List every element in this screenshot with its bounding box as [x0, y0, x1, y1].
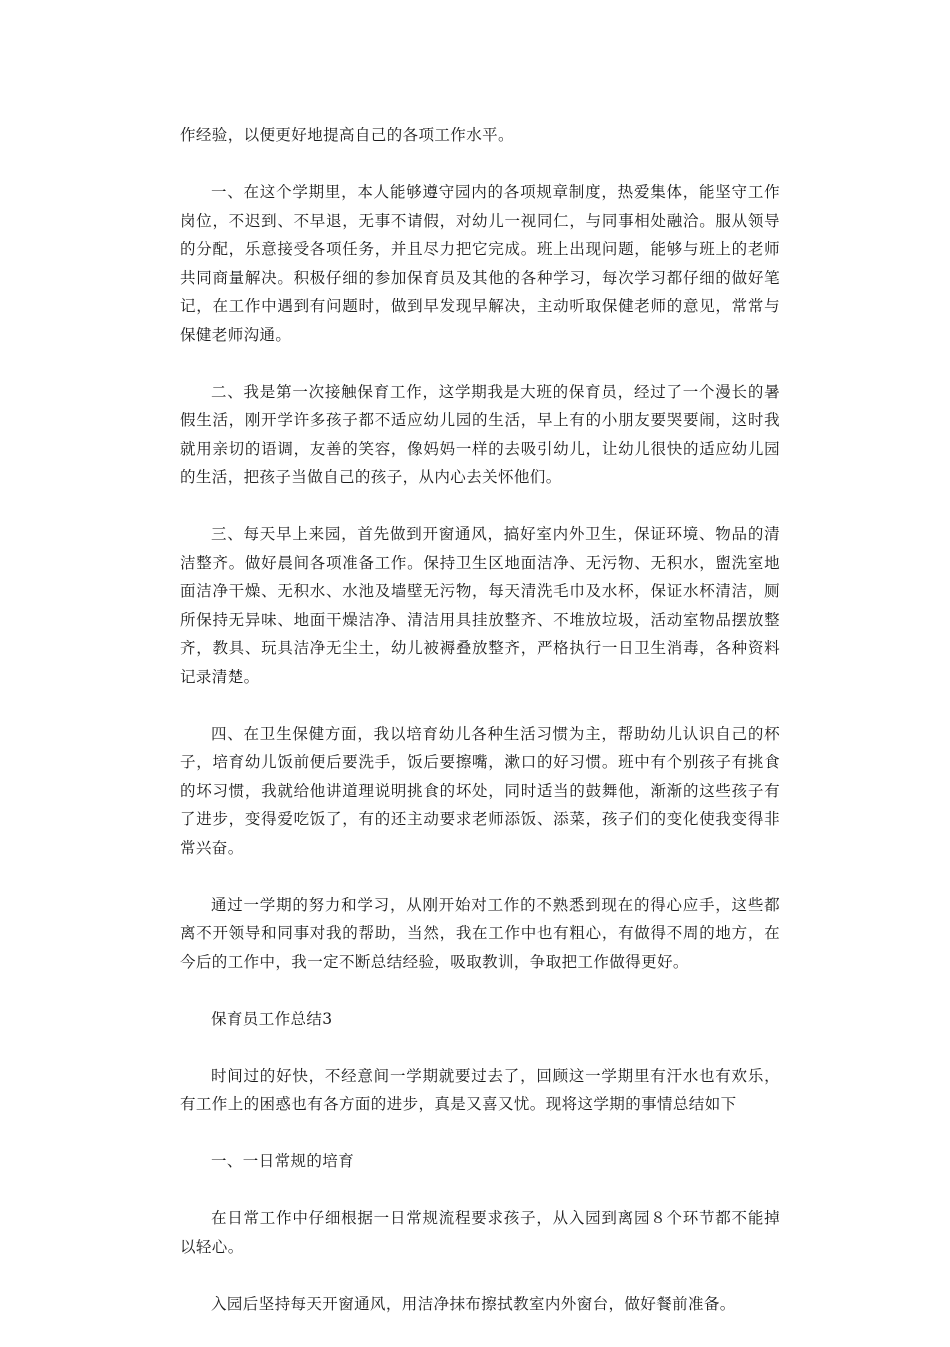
document-body — [180, 121, 780, 1347]
paragraph-section-2: 二、我是第一次接触保育工作，这学期我是大班的保育员，经过了一个漫长的暑假生活，刚开学许多孩子都不适应幼儿园的生活，早上有的小朋友要哭要闹，这时我就用亲切的语调，友善的笑容，像妈妈一样的去吸引幼儿，让幼儿很快的适应幼儿园的生活，把孩子当做自己的孩子，从内心去关怀他们。 — [180, 382, 780, 486]
paragraph-section-3: 三、每天早上来园，首先做到开窗通风，搞好室内外卫生，保证环境、物品的清洁整齐。做好晨间各项准备工作。保持卫生区地面洁净、无污物、无积水，盥洗室地面洁净干燥、无积水、水池及墙壁无污物，每天清洗毛巾及水杯，保证水杯清洁，厕所保持无异味、地面干燥洁净、清洁用具挂放整齐、不堆放垃圾，活动室物品摆放整齐，教具、玩具洁净无尘土，幼儿被褥叠放整齐，严格执行一日卫生消毒，各种资料记录清楚。 — [180, 525, 780, 686]
section-title: 保育员工作总结3 — [211, 1009, 333, 1028]
paragraph-intro: 时间过的好快，不经意间一学期就要过去了，回顾这一学期里有汗水也有欢乐，有工作上的困惑也有各方面的进步，真是又喜又忧。现将这学期的事情总结如下 — [180, 1066, 780, 1113]
paragraph-morning: 入园后坚持每天开窗通风，用洁净抹布擦拭教室内外窗台，做好餐前准备。 — [211, 1294, 736, 1313]
paragraph-continuation: 作经验，以便更好地提高自己的各项工作水平。 — [180, 126, 514, 144]
paragraph-section-1: 一、在这个学期里，本人能够遵守园内的各项规章制度，热爱集体，能坚守工作岗位，不迟到、不早退，无事不请假，对幼儿一视同仁，与同事相处融洽。服从领导的分配，乐意接受各项任务，并且尽力把它完成。班上出现问题，能够与班上的老师共同商量解决。积极仔细的参加保育员及其他的各种学习，每次学习都仔细的做好笔记，在工作中遇到有问题时，做到早发现早解决，主动听取保健老师的意见，常常与保健老师沟通。 — [180, 183, 780, 344]
paragraph-routine: 在日常工作中仔细根据一日常规流程要求孩子，从入园到离园８个环节都不能掉以轻心。 — [180, 1209, 780, 1256]
paragraph-conclusion: 通过一学期的努力和学习，从刚开始对工作的不熟悉到现在的得心应手，这些都离不开领导和同事对我的帮助，当然，我在工作中也有粗心，有做得不周的地方，在今后的工作中，我一定不断总结经验，吸取教训，争取把工作做得更好。 — [180, 895, 780, 971]
paragraph-section-4: 四、在卫生保健方面，我以培育幼儿各种生活习惯为主，帮助幼儿认识自己的杯子，培育幼儿饭前便后要洗手，饭后要擦嘴，漱口的好习惯。班中有个别孩子有挑食的坏习惯，我就给他讲道理说明挑食的坏处，同时适当的鼓舞他，渐渐的这些孩子有了进步，变得爱吃饭了，有的还主动要求老师添饭、添菜，孩子们的变化使我变得非常兴奋。 — [180, 724, 780, 857]
subsection-title: 一、一日常规的培育 — [211, 1152, 355, 1170]
